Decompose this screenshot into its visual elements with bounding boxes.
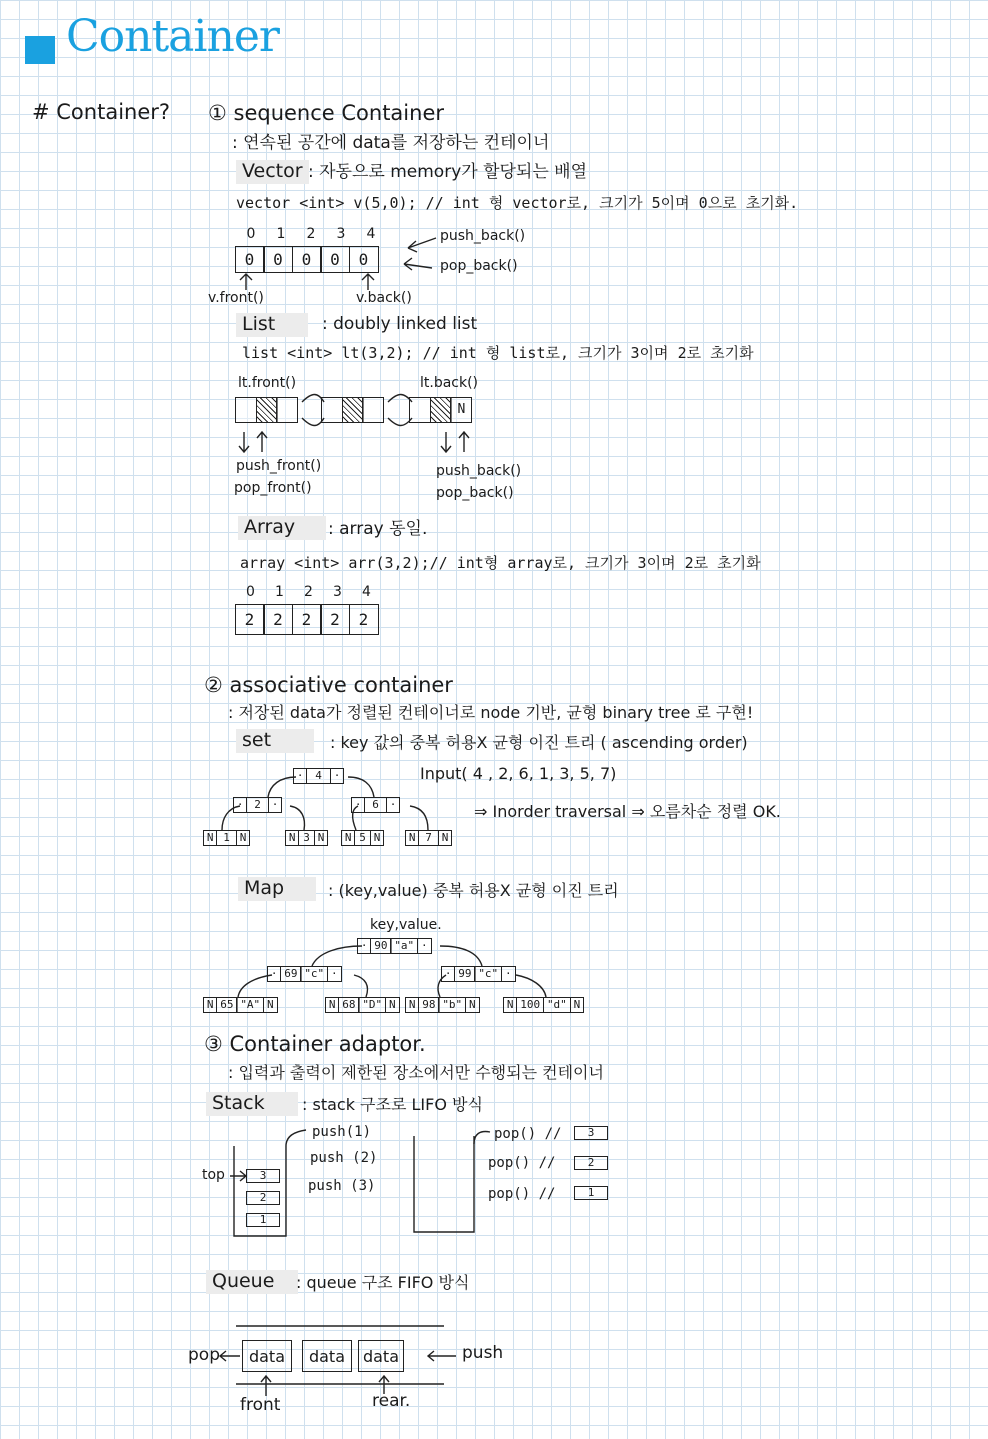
map-null: N xyxy=(503,997,518,1013)
array-index: 4 xyxy=(362,584,371,600)
associative-heading: ② associative container xyxy=(204,673,453,697)
map-pointer: · xyxy=(357,938,372,954)
set-pointer: · xyxy=(268,797,283,813)
list-cell xyxy=(235,397,257,423)
stack-pop: pop() // xyxy=(494,1126,562,1142)
map-leaf xyxy=(406,997,480,1013)
stack-popped: 2 xyxy=(574,1156,608,1170)
map-desc: : (key,value) 중복 허용X 균형 이진 트리 xyxy=(328,881,619,900)
array-index: 3 xyxy=(333,584,342,600)
list-node-2 xyxy=(322,397,384,423)
sequence-desc: : 연속된 공간에 data를 저장하는 컨테이너 xyxy=(232,133,550,153)
map-node-right xyxy=(442,966,516,982)
set-node-right xyxy=(352,797,400,813)
map-value: "d" xyxy=(543,997,571,1013)
queue-pop-arrow xyxy=(220,1351,240,1361)
stack-empty-container xyxy=(414,1136,474,1232)
set-pointer: · xyxy=(293,768,308,784)
map-value: "c" xyxy=(474,966,502,982)
list-push-back: push_back() xyxy=(436,463,522,479)
vector-front-arrow xyxy=(240,274,252,290)
set-leaf xyxy=(406,830,452,846)
list-cell xyxy=(256,397,278,423)
array-cell: 2 xyxy=(263,604,293,635)
set-edge xyxy=(348,777,374,797)
array-cells xyxy=(236,604,379,635)
stack-desc: : stack 구조로 LIFO 방식 xyxy=(302,1095,483,1114)
map-tag: Map xyxy=(238,877,316,901)
vector-push-arrow xyxy=(408,238,436,252)
list-front: lt.front() xyxy=(238,375,297,391)
array-index: 1 xyxy=(275,584,284,600)
set-value: 5 xyxy=(354,830,371,846)
stack-push: push(1) xyxy=(312,1124,372,1140)
list-cell xyxy=(276,397,298,423)
list-front-arrows xyxy=(239,432,267,452)
list-cell xyxy=(430,397,452,423)
array-cell: 2 xyxy=(349,604,379,635)
array-tag: Array xyxy=(238,516,326,540)
vector-cells xyxy=(236,246,379,273)
map-pointer: · xyxy=(501,966,516,982)
vector-cell: 0 xyxy=(320,246,350,273)
set-node-left xyxy=(234,797,282,813)
set-value: 2 xyxy=(246,797,269,813)
set-tag: set xyxy=(236,729,314,753)
map-pointer: · xyxy=(441,966,456,982)
stack-item: 2 xyxy=(246,1191,280,1205)
list-node-3 xyxy=(410,397,472,423)
stack-popped: 1 xyxy=(574,1186,608,1200)
map-null: N xyxy=(325,997,340,1013)
stack-push: push (2) xyxy=(310,1150,378,1166)
set-null: N xyxy=(236,830,251,846)
stack-tag: Stack xyxy=(206,1092,298,1116)
list-push-front: push_front() xyxy=(236,458,322,474)
set-null: N xyxy=(370,830,385,846)
adaptor-desc: : 입력과 출력이 제한된 장소에서만 수행되는 컨테이너 xyxy=(228,1063,604,1082)
list-cell xyxy=(409,397,431,423)
list-desc: : doubly linked list xyxy=(322,314,478,334)
map-edge xyxy=(516,975,546,997)
associative-desc: : 저장된 data가 정렬된 컨테이너로 node 기반, 균형 binary tree 로 구현! xyxy=(228,703,754,722)
container-question: # Container? xyxy=(32,100,171,124)
set-value: 1 xyxy=(216,830,237,846)
map-null: N xyxy=(203,997,218,1013)
list-back-arrows xyxy=(441,432,469,452)
vector-push-back: push_back() xyxy=(440,228,526,244)
array-code: array <int> arr(3,2);// int형 array로, 크기가 3이며 2로 초기화 xyxy=(240,554,761,572)
set-value: 6 xyxy=(364,797,387,813)
map-null: N xyxy=(385,997,400,1013)
set-inorder-note: ⇒ Inorder traversal ⇒ 오름차순 정렬 OK. xyxy=(474,802,781,821)
queue-tag: Queue xyxy=(206,1270,298,1294)
queue-rear-label: rear. xyxy=(372,1391,411,1411)
queue-item xyxy=(242,1340,292,1372)
map-key: 65 xyxy=(216,997,237,1013)
vector-tag: Vector xyxy=(236,160,309,184)
stack-push: push (3) xyxy=(308,1178,376,1194)
adaptor-heading: ③ Container adaptor. xyxy=(204,1032,426,1056)
set-edge xyxy=(410,806,428,830)
title-square-icon xyxy=(25,36,55,64)
array-cell: 2 xyxy=(292,604,322,635)
map-pointer: · xyxy=(327,966,342,982)
list-cell xyxy=(342,397,364,423)
vector-indices xyxy=(236,226,386,242)
map-key: 99 xyxy=(454,966,475,982)
list-pop-front: pop_front() xyxy=(234,480,312,496)
list-node-1 xyxy=(236,397,298,423)
set-pointer: · xyxy=(351,797,366,813)
list-tag: List xyxy=(236,313,308,337)
list-cell xyxy=(362,397,384,423)
map-node-root xyxy=(358,938,432,954)
queue-front-label: front xyxy=(240,1395,281,1415)
set-null: N xyxy=(314,830,329,846)
map-keyvalue-label: key,value. xyxy=(370,917,442,933)
stack-item: 3 xyxy=(246,1169,280,1183)
vector-index: 2 xyxy=(306,226,316,242)
page-title: Container xyxy=(66,11,279,62)
map-edge xyxy=(354,975,368,997)
vector-cell: 0 xyxy=(349,246,379,273)
vector-back-arrow xyxy=(362,274,374,290)
list-cell xyxy=(321,397,343,423)
stack-push-curve xyxy=(286,1130,306,1146)
set-null: N xyxy=(285,830,300,846)
map-value: "A" xyxy=(236,997,264,1013)
vector-code: vector <int> v(5,0); // int 형 vector로, 크기가 5이며 0으로 초기화. xyxy=(236,194,799,212)
vector-index: 3 xyxy=(336,226,346,242)
list-pop-back: pop_back() xyxy=(436,485,514,501)
set-input: Input( 4 , 2, 6, 1, 3, 5, 7) xyxy=(420,764,617,783)
queue-push-arrow xyxy=(428,1351,456,1361)
set-null: N xyxy=(341,830,356,846)
array-cell: 2 xyxy=(320,604,350,635)
set-leaf xyxy=(342,830,384,846)
stack-pop: pop() // xyxy=(488,1155,556,1171)
set-value: 7 xyxy=(418,830,439,846)
set-edge xyxy=(268,777,296,797)
queue-desc: : queue 구조 FIFO 방식 xyxy=(296,1273,470,1292)
array-index: 0 xyxy=(246,584,255,600)
vector-desc: : 자동으로 memory가 할당되는 배열 xyxy=(308,162,588,182)
vector-cell: 0 xyxy=(263,246,293,273)
set-null: N xyxy=(203,830,218,846)
queue-item-label: data xyxy=(308,1346,346,1366)
vector-front: v.front() xyxy=(208,290,264,306)
queue-item-label: data xyxy=(248,1346,286,1366)
stack-item: 1 xyxy=(246,1213,280,1227)
map-key: 68 xyxy=(338,997,359,1013)
map-null: N xyxy=(405,997,420,1013)
array-index: 2 xyxy=(304,584,313,600)
map-null: N xyxy=(570,997,585,1013)
vector-back: v.back() xyxy=(356,290,412,306)
list-null-cell: N xyxy=(450,397,472,423)
vector-index: 1 xyxy=(276,226,286,242)
list-code: list <int> lt(3,2); // int 형 list로, 크기가 3이며 2로 초기화 xyxy=(242,344,754,362)
queue-item xyxy=(302,1340,352,1372)
set-edge xyxy=(290,806,304,830)
vector-index: 4 xyxy=(366,226,376,242)
list-back: lt.back() xyxy=(420,375,479,391)
map-key: 100 xyxy=(516,997,544,1013)
set-pointer: · xyxy=(386,797,401,813)
map-value: "a" xyxy=(390,938,418,954)
map-leaf xyxy=(204,997,278,1013)
map-null: N xyxy=(263,997,278,1013)
map-pointer: · xyxy=(267,966,282,982)
set-leaf xyxy=(204,830,250,846)
array-desc: : array 동일. xyxy=(328,519,428,539)
set-node-root xyxy=(294,768,344,784)
set-pointer: · xyxy=(233,797,248,813)
map-leaf xyxy=(326,997,400,1013)
map-null: N xyxy=(465,997,480,1013)
queue-front-arrow xyxy=(261,1376,271,1396)
queue-item-label: data xyxy=(362,1346,400,1366)
map-leaf xyxy=(504,997,584,1013)
set-value: 3 xyxy=(298,830,315,846)
stack-popped: 3 xyxy=(574,1126,608,1140)
set-pointer: · xyxy=(330,768,345,784)
set-leaf xyxy=(286,830,328,846)
stack-top-label: top xyxy=(202,1167,225,1183)
vector-pop-arrow xyxy=(404,258,432,270)
map-value: "D" xyxy=(358,997,386,1013)
set-null: N xyxy=(438,830,453,846)
sequence-heading: ① sequence Container xyxy=(208,101,444,125)
stack-top-arrow xyxy=(230,1171,246,1181)
map-edge xyxy=(440,946,482,966)
set-null: N xyxy=(405,830,420,846)
vector-pop-back: pop_back() xyxy=(440,258,518,274)
array-cell: 2 xyxy=(235,604,265,635)
queue-item xyxy=(358,1340,404,1372)
map-value: "b" xyxy=(438,997,466,1013)
vector-index: 0 xyxy=(246,226,256,242)
set-value: 4 xyxy=(306,768,331,784)
map-pointer: · xyxy=(417,938,432,954)
map-value: "c" xyxy=(300,966,328,982)
vector-cell: 0 xyxy=(235,246,265,273)
map-key: 69 xyxy=(280,966,301,982)
map-node-left xyxy=(268,966,342,982)
queue-pop-label: pop xyxy=(188,1345,220,1365)
array-indices xyxy=(236,584,381,600)
map-edge xyxy=(312,946,362,966)
vector-cell: 0 xyxy=(292,246,322,273)
map-key: 90 xyxy=(370,938,391,954)
set-desc: : key 값의 중복 허용X 균형 이진 트리 ( ascending order) xyxy=(330,733,748,752)
map-key: 98 xyxy=(418,997,439,1013)
queue-push-label: push xyxy=(462,1343,504,1363)
stack-pop-curve xyxy=(474,1132,490,1145)
stack-pop: pop() // xyxy=(488,1186,556,1202)
